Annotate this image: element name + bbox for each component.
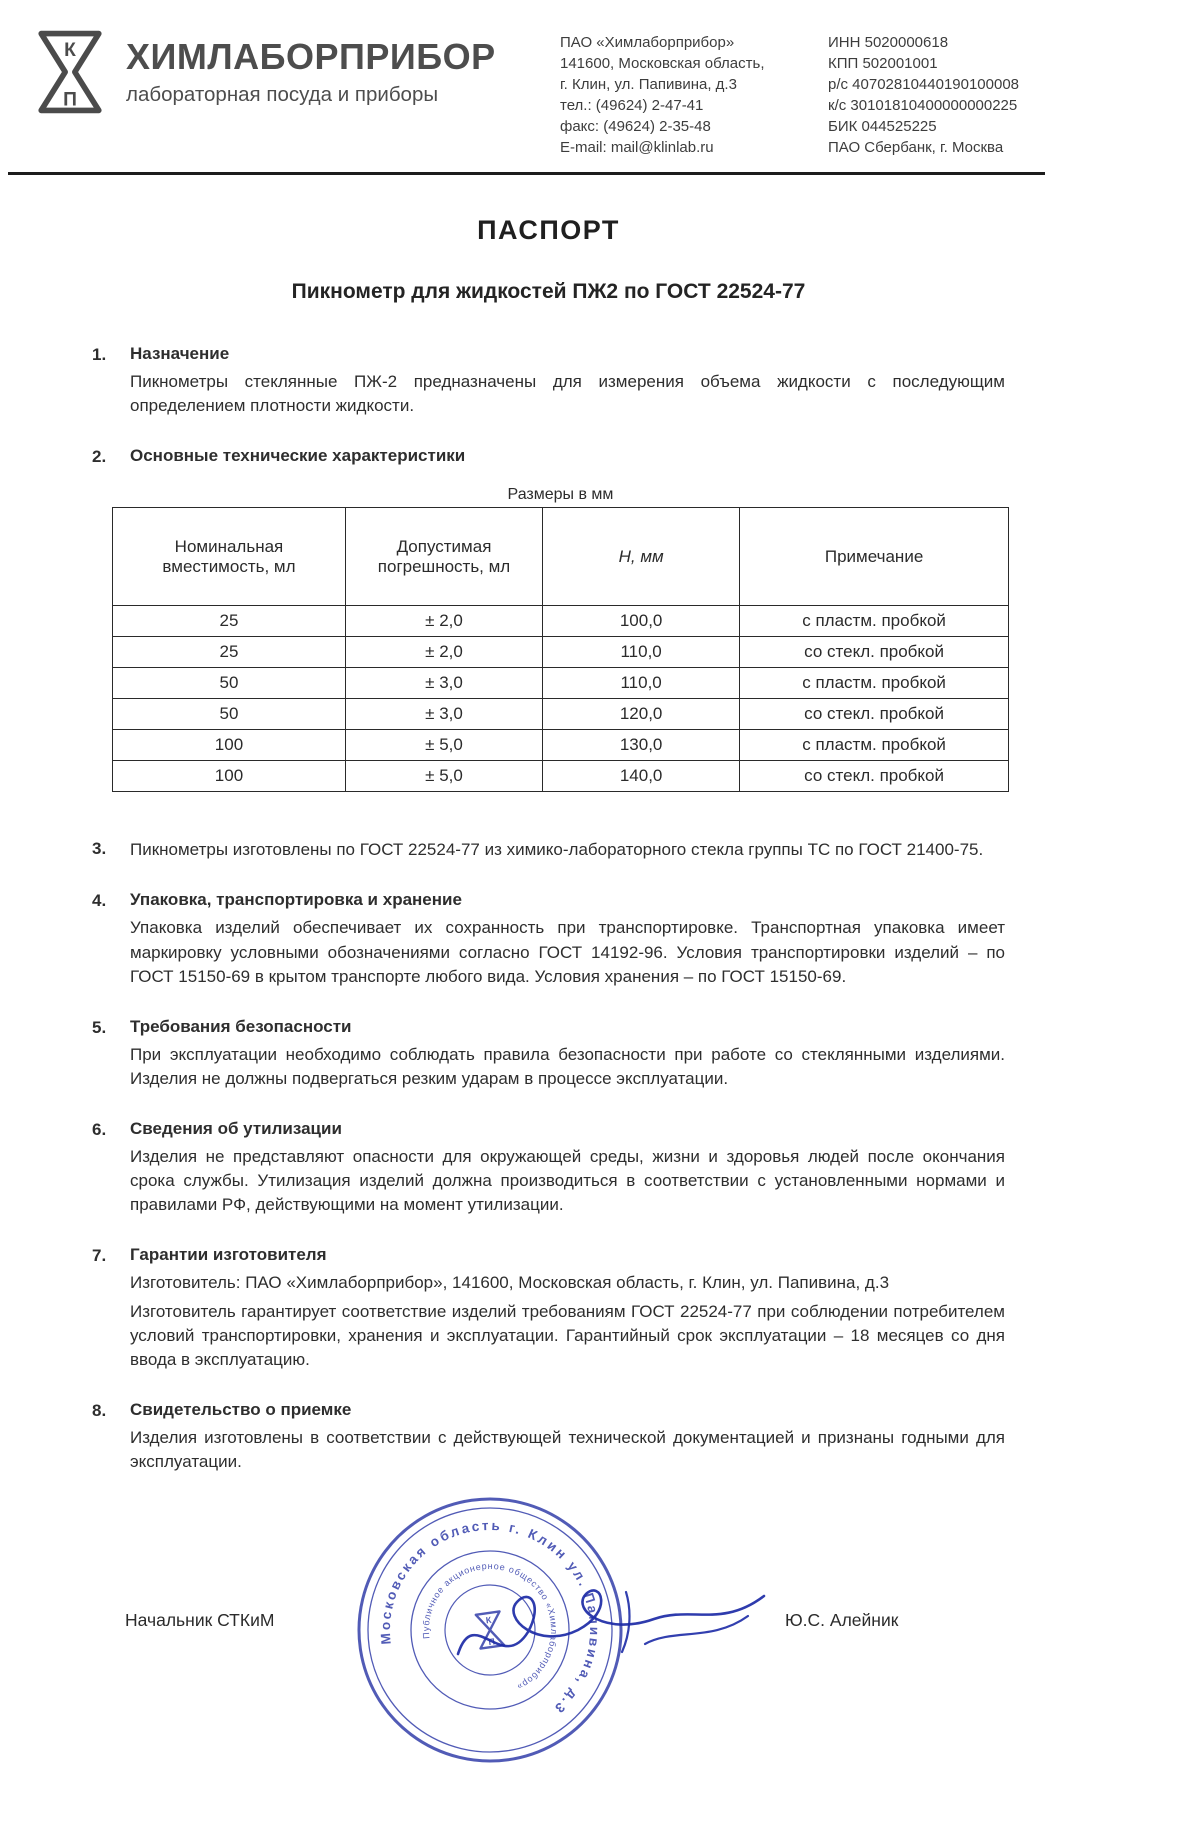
section-heading: Основные технические характеристики: [130, 446, 466, 466]
bank-line-kpp: КПП 502001001: [828, 55, 938, 72]
section-safety: [92, 1017, 1005, 1095]
table-row: [113, 668, 1009, 699]
section-body: [130, 890, 1005, 992]
brand-block: [30, 26, 560, 118]
section-number: 2.: [92, 447, 107, 467]
table-cell: ± 5,0: [345, 761, 542, 792]
section-material: [92, 838, 1005, 866]
table-cell: ± 3,0: [345, 668, 542, 699]
section-number: 3.: [92, 839, 107, 859]
table-cell: 25: [113, 637, 346, 668]
company-stamp-and-signature: [340, 1472, 810, 1782]
company-tagline: лабораторная посуда и приборы: [126, 82, 439, 106]
section-paragraph: Пикнометры изготовлены по ГОСТ 22524-77 из химико-лабораторного стекла группы ТС по ГОСТ 21400-75.: [130, 840, 984, 860]
bank-line-rs: р/с 40702810440190100008: [828, 76, 1020, 93]
col-header-tolerance: Допустимая погрешность, мл: [345, 508, 542, 606]
table-cell: 50: [113, 668, 346, 699]
table-cell: ± 2,0: [345, 606, 542, 637]
contact-line-email: E-mail: mail@klinlab.ru: [560, 139, 714, 156]
section-paragraph: Упаковка изделий обеспечивает их сохранность при транспортировке. Транспортная упаковка имеет маркировку условными обозначениями согласно ГОСТ 14192-96. Условия транспортировки изделий – по ГОСТ 15150-69 в крытом транспорте любого вида. Условия хранения – по ГОСТ 15150-69.: [130, 918, 1005, 986]
bank-line-bik: БИК 044525225: [828, 118, 937, 135]
table-row: [113, 699, 1009, 730]
table-cell: 110,0: [543, 637, 740, 668]
table-cell: 100,0: [543, 606, 740, 637]
stamp-outer-ring-text: Московская область г. Клин ул. Папивина, д.3: [377, 1518, 603, 1718]
table-cell: ± 2,0: [345, 637, 542, 668]
contact-line: факс: (49624) 2-35-48: [560, 118, 711, 135]
table-cell: с пластм. пробкой: [740, 668, 1009, 699]
section-specs: [92, 446, 1005, 472]
table-row: [113, 606, 1009, 637]
table-cell: со стекл. пробкой: [740, 761, 1009, 792]
table-cell: 50: [113, 699, 346, 730]
table-cell: ± 3,0: [345, 699, 542, 730]
spec-table: [112, 507, 1009, 792]
col-header-note: Примечание: [740, 508, 1009, 606]
contact-line: 141600, Московская область,: [560, 55, 765, 72]
bank-line-inn: ИНН 5020000618: [828, 34, 949, 51]
table-cell: 25: [113, 606, 346, 637]
section-body: [130, 446, 1005, 472]
col-header-capacity: Номинальная вместимость, мл: [113, 508, 346, 606]
round-stamp-icon: [342, 1482, 638, 1778]
table-cell: 110,0: [543, 668, 740, 699]
section-paragraph: Изделия не представляют опасности для окружающей среды, жизни и здоровья людей после окончания срока службы. Утилизация изделий должна производиться в соответствии с установленными нормами и правилами РФ, действующими на момент утилизации.: [130, 1147, 1005, 1215]
table-caption: Размеры в мм: [507, 486, 614, 504]
signer-title: Начальник СТКиМ: [125, 1610, 275, 1631]
section-body: [130, 1400, 1005, 1478]
stamp-letter-k: К: [485, 1614, 493, 1626]
table-row: [113, 761, 1009, 792]
table-cell: со стекл. пробкой: [740, 637, 1009, 668]
dimensions-table-block: [112, 486, 1009, 792]
section-paragraph: При эксплуатации необходимо соблюдать правила безопасности при работе со стеклянными изделиями. Изделия не должны подвергаться резким ударам в процессе эксплуатации.: [130, 1044, 1005, 1088]
section-body: [130, 1017, 1005, 1095]
table-cell: 100: [113, 761, 346, 792]
contact-block: [560, 26, 828, 158]
contact-line: г. Клин, ул. Папивина, д.3: [560, 76, 737, 93]
section-body: [130, 1245, 1005, 1376]
table-cell: ± 5,0: [345, 730, 542, 761]
contact-line: тел.: (49624) 2-47-41: [560, 97, 704, 114]
table-cell: 120,0: [543, 699, 740, 730]
table-cell: 130,0: [543, 730, 740, 761]
table-header-row: [113, 508, 1009, 606]
section-number: 4.: [92, 891, 107, 911]
section-number: 7.: [92, 1246, 107, 1266]
bank-line-bank: ПАО Сбербанк, г. Москва: [828, 139, 1004, 156]
section-purpose: [92, 344, 1005, 422]
signature-area: [92, 1502, 1005, 1847]
stamp-inner-ring-text: Публичное акционерное общество «Химлаборприбор»: [420, 1561, 560, 1693]
document-body: [0, 215, 1200, 1847]
company-name: ХИМЛАБОРПРИБОР: [126, 36, 496, 77]
table-cell: с пластм. пробкой: [740, 730, 1009, 761]
section-acceptance: [92, 1400, 1005, 1478]
bank-details-block: [828, 26, 1078, 158]
document-title: ПАСПОРТ: [477, 215, 620, 245]
table-cell: со стекл. пробкой: [740, 699, 1009, 730]
section-paragraph: Изделия изготовлены в соответствии с действующей технической документацией и признаны годными для эксплуатации.: [130, 1427, 1005, 1471]
section-heading: Сведения об утилизации: [130, 1119, 342, 1138]
logo-letter-p: П: [63, 89, 77, 111]
table-cell: 100: [113, 730, 346, 761]
section-body: [130, 344, 1005, 422]
section-disposal: [92, 1119, 1005, 1221]
section-body: [130, 838, 1005, 866]
section-heading: Упаковка, транспортировка и хранение: [130, 890, 462, 910]
stamp-letter-p: П: [487, 1636, 496, 1648]
header-divider: [8, 172, 1045, 175]
section-body: [130, 1119, 1005, 1221]
section-packaging: [92, 890, 1005, 992]
section-paragraph: Изготовитель гарантирует соответствие изделий требованиям ГОСТ 22524-77 при соблюдении потребителем условий транспортировки, хранения и эксплуатации. Гарантийный срок эксплуатации – 18 месяцев со дня ввода в эксплуатацию.: [130, 1301, 1005, 1369]
table-cell: с пластм. пробкой: [740, 606, 1009, 637]
section-number: 1.: [92, 345, 107, 364]
section-heading: Свидетельство о приемке: [130, 1399, 352, 1419]
bank-line-ks: к/с 30101810400000000225: [828, 97, 1018, 114]
document-subtitle: Пикнометр для жидкостей ПЖ2 по ГОСТ 22524-77: [291, 280, 806, 303]
table-cell: 140,0: [543, 761, 740, 792]
brand-text: [126, 26, 496, 118]
col-header-height: Н, мм: [543, 508, 740, 606]
section-paragraph: Изготовитель: ПАО «Химлаборприбор», 141600, Московская область, г. Клин, ул. Папивина, д.3: [130, 1273, 890, 1293]
table-row: [113, 730, 1009, 761]
contact-line: ПАО «Химлаборприбор»: [560, 34, 735, 51]
signer-name: Ю.С. Алейник: [785, 1610, 899, 1631]
section-number: 8.: [92, 1400, 107, 1420]
section-number: 6.: [92, 1120, 107, 1139]
section-heading: Требования безопасности: [130, 1016, 352, 1036]
company-hourglass-logo-icon: [30, 26, 110, 118]
section-paragraph: Пикнометры стеклянные ПЖ-2 предназначены для измерения объема жидкости с последующим определением плотности жидкости.: [130, 372, 1005, 416]
section-heading: Назначение: [130, 344, 230, 363]
letterhead: [0, 0, 1200, 158]
logo-letter-k: К: [64, 40, 76, 61]
table-row: [113, 637, 1009, 668]
section-warranty: [92, 1245, 1005, 1376]
section-heading: Гарантии изготовителя: [130, 1245, 327, 1265]
section-number: 5.: [92, 1017, 107, 1037]
